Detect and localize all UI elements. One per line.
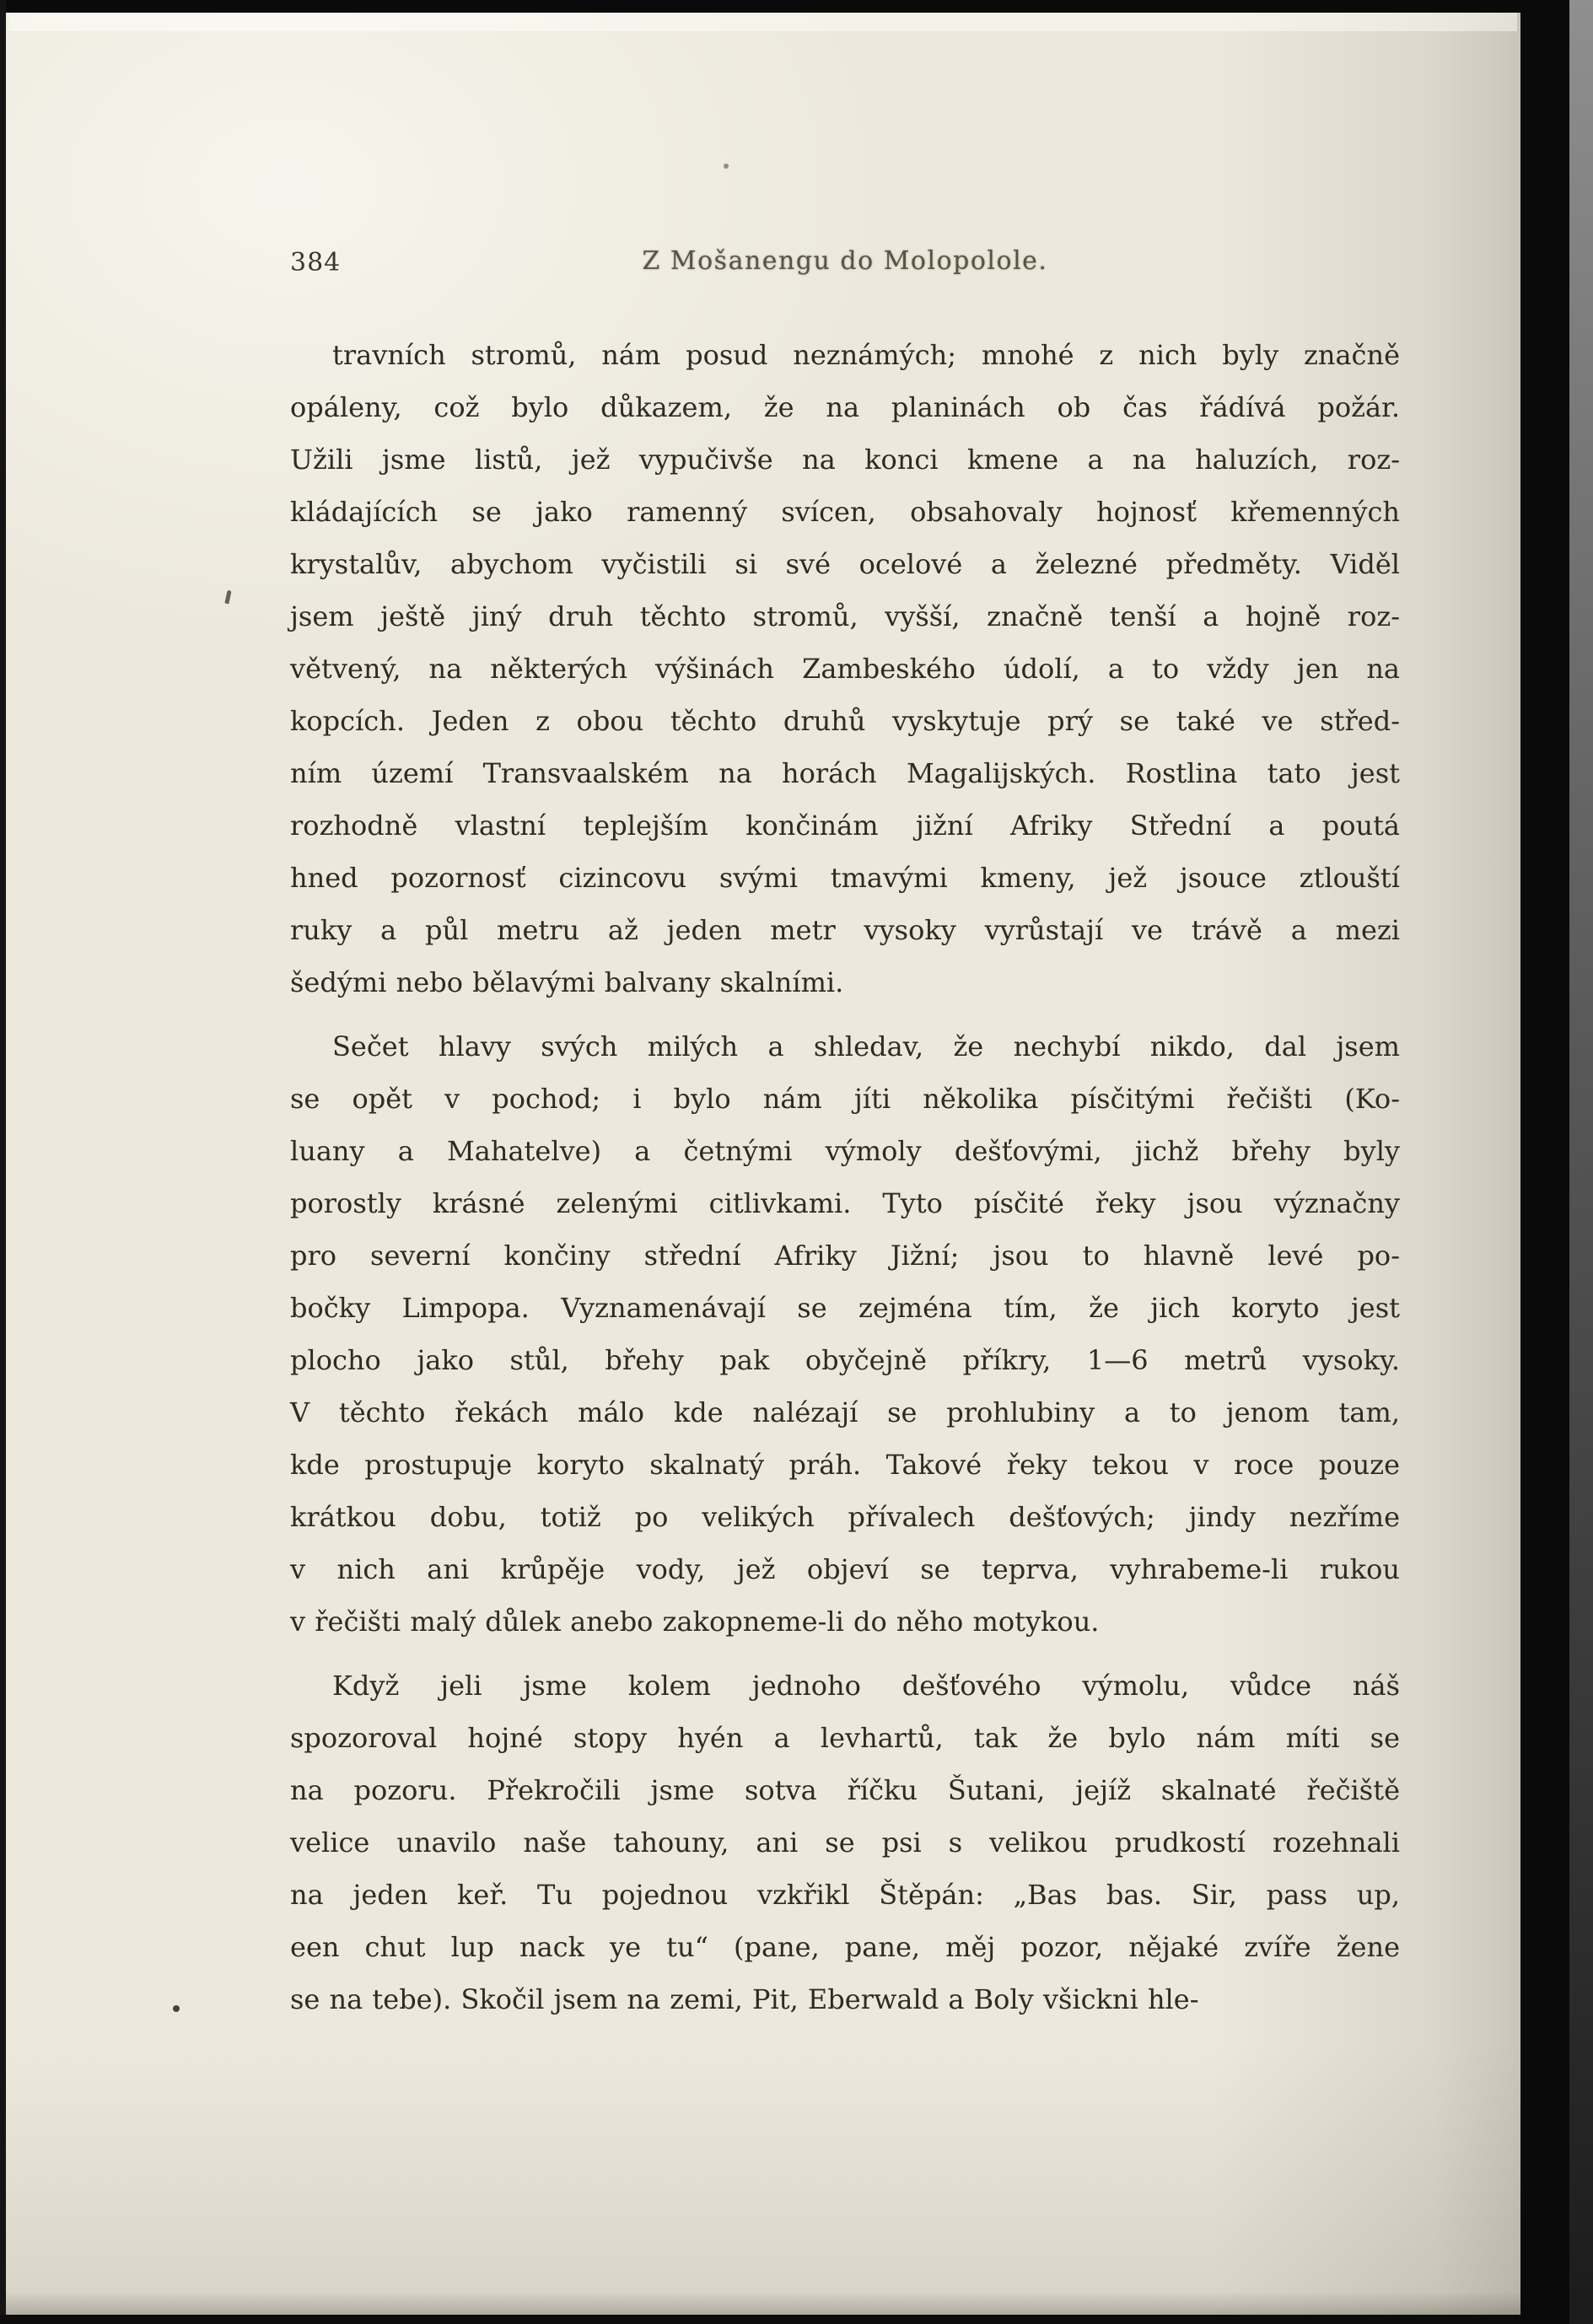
scan-edge-bottom bbox=[0, 2315, 1593, 2324]
text-line: spozoroval hojné stopy hyén a levhartů, tak že bylo nám míti se bbox=[290, 1722, 1400, 1754]
text-line: Když jeli jsme kolem jednoho dešťového výmolu, vůdce náš bbox=[332, 1670, 1400, 1702]
text-line: větvený, na některých výšinách Zambeského údolí, a to vždy jen na bbox=[290, 653, 1400, 685]
scan-speck bbox=[724, 164, 729, 169]
text-line: na jeden keř. Tu pojednou vzkřikl Štěpán: „Bas bas. Sir, pass up, bbox=[290, 1879, 1400, 1911]
text-line: een chut lup nack ye tu“ (pane, pane, měj pozor, nějaké zvíře žene bbox=[290, 1931, 1400, 1963]
text-line: Užili jsme listů, jež vypučivše na konci kmene a na haluzích, roz- bbox=[290, 444, 1400, 476]
body-text bbox=[290, 329, 1400, 2025]
scan-edge-left bbox=[0, 0, 6, 2324]
text-line: jsem ještě jiný druh těchto stromů, vyšší, značně tenší a hojně roz- bbox=[290, 600, 1400, 632]
text-line: kde prostupuje koryto skalnatý práh. Takové řeky tekou v roce pouze bbox=[290, 1449, 1400, 1481]
text-line: travních stromů, nám posud neznámých; mnohé z nich byly značně bbox=[332, 339, 1400, 371]
text-line: Sečet hlavy svých milých a shledav, že nechybí nikdo, dal jsem bbox=[332, 1030, 1400, 1062]
paragraph bbox=[290, 1660, 1400, 2025]
text-line: kopcích. Jeden z obou těchto druhů vyskytuje prý se také ve střed- bbox=[290, 705, 1400, 737]
text-line: porostly krásné zelenými citlivkami. Tyto písčité řeky jsou význačny bbox=[290, 1187, 1400, 1219]
scan-edge-top-highlight bbox=[8, 13, 1517, 31]
text-line: bočky Limpopa. Vyznamenávají se zejména tím, že jich koryto jest bbox=[290, 1292, 1400, 1324]
text-line: kládajících se jako ramenný svícen, obsahovaly hojnosť křemenných bbox=[290, 496, 1400, 528]
page-header bbox=[290, 246, 1400, 285]
text-line: pro severní končiny střední Afriky Jižní; jsou to hlavně levé po- bbox=[290, 1240, 1400, 1272]
scan-edge-bottom-shade bbox=[0, 2291, 1593, 2315]
scan-edge-right-band bbox=[1520, 0, 1569, 2324]
text-line: rozhodně vlastní teplejším končinám jižní Afriky Střední a poutá bbox=[290, 810, 1400, 842]
running-title: Z Mošanengu do Molopolole. bbox=[642, 246, 1048, 276]
text-line: velice unavilo naše tahouny, ani se psi s velikou prudkostí rozehnali bbox=[290, 1826, 1400, 1859]
text-line: ruky a půl metru až jeden metr vysoky vyrůstají ve trávě a mezi bbox=[290, 914, 1400, 946]
scan-stray-mark bbox=[224, 590, 231, 605]
text-line: se opět v pochod; i bylo nám jíti několika písčitými řečišti (Ko- bbox=[290, 1083, 1400, 1115]
scan-edge-right-outer bbox=[1569, 0, 1593, 2324]
text-line: na pozoru. Překročili jsme sotva říčku Šutani, jejíž skalnaté řečiště bbox=[290, 1774, 1400, 1806]
text-line: hned pozornosť cizincovu svými tmavými kmeny, jež jsouce ztlouští bbox=[290, 862, 1400, 894]
scan-edge-top bbox=[0, 0, 1593, 13]
text-line: v nich ani krůpěje vody, jež objeví se teprva, vyhrabeme-li rukou bbox=[290, 1553, 1400, 1585]
text-line: plocho jako stůl, břehy pak obyčejně příkry, 1—6 metrů vysoky. bbox=[290, 1344, 1400, 1376]
text-line: se na tebe). Skočil jsem na zemi, Pit, Eberwald a Boly všickni hle- bbox=[290, 1983, 1199, 2015]
text-line: opáleny, což bylo důkazem, že na planinách ob čas řádívá požár. bbox=[290, 391, 1400, 423]
scan-speck bbox=[173, 2005, 180, 2012]
page-number: 384 bbox=[290, 248, 342, 277]
paragraph bbox=[290, 329, 1400, 1009]
page-content bbox=[290, 246, 1400, 2025]
text-line: V těchto řekách málo kde nalézají se prohlubiny a to jenom tam, bbox=[290, 1396, 1400, 1428]
paragraph bbox=[290, 1020, 1400, 1648]
text-line: krátkou dobu, totiž po velikých přívalech dešťových; jindy nezříme bbox=[290, 1501, 1400, 1533]
text-line: krystalův, abychom vyčistili si své ocelové a železné předměty. Viděl bbox=[290, 548, 1400, 580]
text-line: šedými nebo bělavými balvany skalními. bbox=[290, 966, 844, 998]
text-line: v řečišti malý důlek anebo zakopneme-li do něho motykou. bbox=[290, 1606, 1100, 1638]
text-line: luany a Mahatelve) a četnými výmoly dešťovými, jichž břehy byly bbox=[290, 1135, 1400, 1167]
text-line: ním území Transvaalském na horách Magalijských. Rostlina tato jest bbox=[290, 757, 1400, 789]
